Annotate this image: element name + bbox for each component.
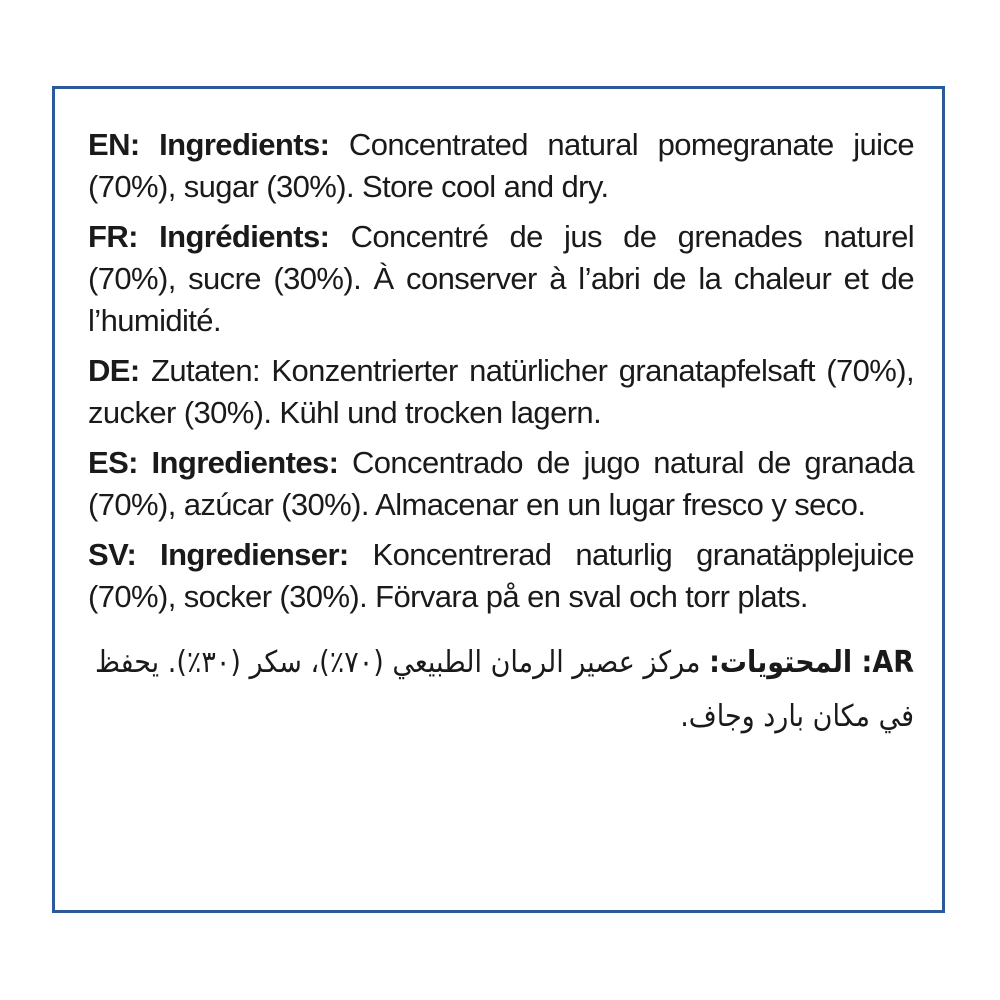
paragraph-es [88, 442, 914, 526]
text-ar: مركز عصير الرمان الطبيعي (٧٠٪)، سكر (٣٠٪). يحفظ في مكان بارد وجاف. [94, 645, 914, 734]
lead-sv: SV: Ingredienser: [88, 537, 349, 572]
text-de: Zutaten: Konzentrierter natürlicher granatapfelsaft (70%), zucker (30%). Kühl und trocken lagern. [88, 353, 914, 430]
text-sv: Koncentrerad naturlig granatäpplejuice (70%), socker (30%). Förvara på en sval och torr plats. [88, 537, 914, 614]
lead-fr: FR: Ingrédients: [88, 219, 330, 254]
ingredients-label [88, 124, 914, 752]
paragraph-sv [88, 534, 914, 618]
lead-es: ES: Ingredientes: [88, 445, 339, 480]
paragraph-ar [88, 636, 914, 744]
paragraph-de [88, 350, 914, 434]
lead-ar: AR: المحتويات: [709, 645, 914, 680]
paragraph-fr [88, 216, 914, 342]
lead-en: EN: Ingredients: [88, 127, 330, 162]
text-en: Concentrated natural pomegranate juice (70%), sugar (30%). Store cool and dry. [88, 127, 914, 204]
paragraph-en [88, 124, 914, 208]
text-es: Concentrado de jugo natural de granada (70%), azúcar (30%). Almacenar en un lugar fresco y seco. [88, 445, 914, 522]
text-fr: Concentré de jus de grenades naturel (70%), sucre (30%). À conserver à l’abri de la chaleur et de l’humidité. [88, 219, 915, 338]
lead-de: DE: [88, 353, 140, 388]
